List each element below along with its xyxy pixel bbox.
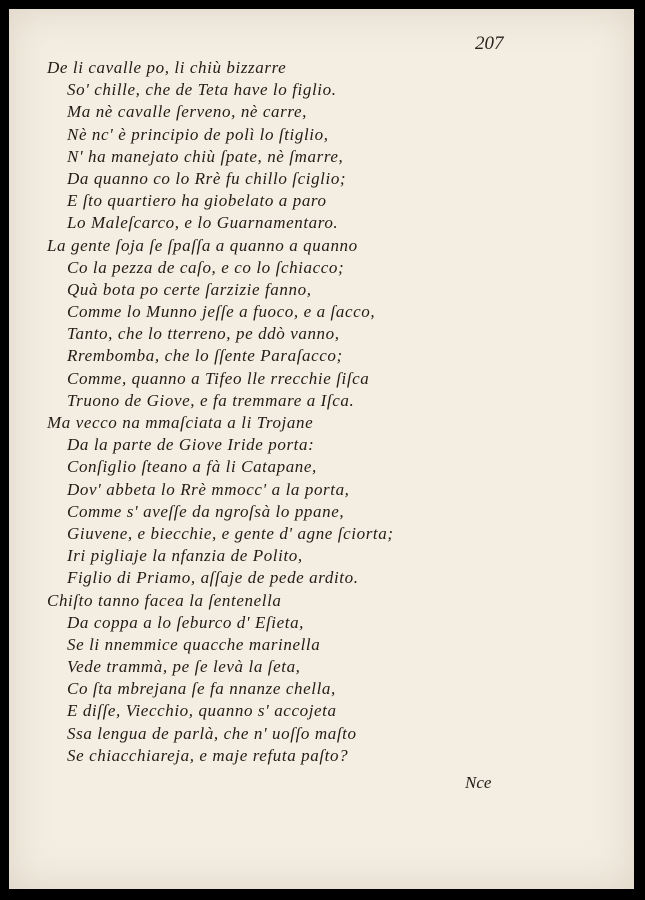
book-page — [9, 9, 634, 889]
verse-line: La gente ſoja ſe ſpaſſa a quanno a quanno — [47, 235, 358, 255]
verse-line: Iri pigliaje la nfanzia de Polito, — [67, 546, 303, 566]
verse-line: Truono de Giove, e fa tremmare a Iſca. — [67, 390, 355, 410]
verse-line: Comme, quanno a Tifeo lle rrecchie ſiſca — [67, 368, 370, 388]
verse-line: De li cavalle po, li chiù bizzarre — [47, 58, 287, 77]
verse-line: Giuvene, e biecchie, e gente d' agne ſciorta; — [67, 523, 394, 543]
verse-line: Ma vecco na mmaſciata a li Trojane — [47, 413, 314, 432]
catchword: Nce — [465, 773, 492, 792]
verse-line: Ssa lengua de parlà, che n' uoſſo maſto — [67, 723, 357, 743]
verse-line: Chiſto tanno facea la ſentenella — [47, 590, 282, 610]
verse-line: Da la parte de Giove Iride porta: — [67, 435, 315, 455]
verse-line: Da quanno co lo Rrè fu chillo ſciglio; — [67, 168, 347, 188]
verse-line: Dov' abbeta lo Rrè mmocc' a la porta, — [67, 479, 350, 499]
verse-line: Tanto, che lo tterreno, pe ddò vanno, — [67, 324, 340, 344]
verse-line: Comme lo Munno jeſſe a fuoco, e a ſacco, — [67, 302, 376, 322]
verse-line: Rrembomba, che lo ſſente Paraſacco; — [67, 346, 343, 366]
verse-text — [9, 57, 394, 767]
verse-line: Figlio di Priamo, aſſaje de pede ardito. — [67, 568, 359, 588]
verse-line: Quà bota po certe ſarzizie fanno, — [67, 279, 312, 299]
verse-line: Da coppa a lo ſeburco d' Eſieta, — [67, 612, 305, 632]
verse-line: Se chiacchiareja, e maje refuta paſto? — [67, 745, 349, 765]
verse-line: Co ſta mbrejana ſe fa nnanze chella, — [67, 679, 336, 699]
verse-line: E diſſe, Viecchio, quanno s' accojeta — [67, 701, 337, 721]
verse-line: Ma nè cavalle ſerveno, nè carre, — [67, 102, 307, 122]
verse-line: E ſto quartiero ha giobelato a paro — [67, 191, 327, 211]
verse-line: N' ha manejato chiù ſpate, nè ſmarre, — [67, 146, 344, 166]
verse-line: Vede trammà, pe ſe levà la ſeta, — [67, 657, 301, 677]
verse-line: Conſiglio ſteano a fà li Catapane, — [67, 457, 317, 477]
bleed-through-texture — [429, 49, 634, 72]
verse-line: Nè nc' è principio de polì lo ſtiglio, — [67, 124, 329, 144]
page-number: 207 — [475, 33, 504, 54]
verse-line: Comme s' aveſſe da ngroſsà lo ppane, — [67, 501, 345, 521]
verse-line: Se li nnemmice quacche marinella — [67, 634, 321, 654]
verse-line: So' chille, che de Teta have lo figlio. — [67, 80, 337, 100]
verse-line: Lo Maleſcarco, e lo Guarnamentaro. — [67, 213, 339, 233]
verse-line: Co la pezza de caſo, e co lo ſchiacco; — [67, 257, 345, 277]
